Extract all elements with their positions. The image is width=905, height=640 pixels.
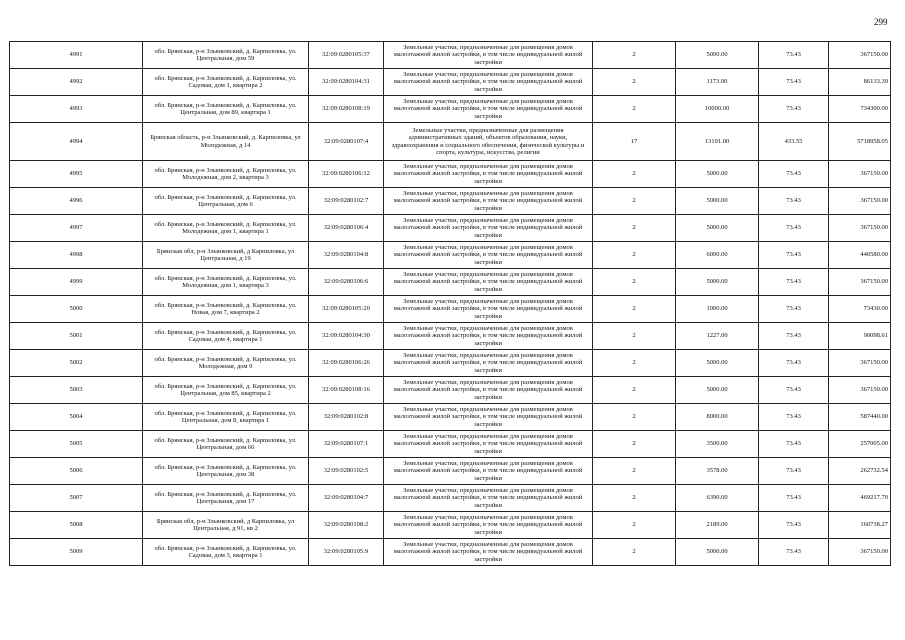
cadastral-value-cell: 367150.00: [829, 215, 891, 242]
group-code-cell: 17: [593, 123, 676, 161]
area-cell: 3500.00: [676, 431, 759, 458]
area-cell: 1173.00: [676, 69, 759, 96]
row-number-cell: 4992: [10, 69, 143, 96]
cadastral-value-cell: 86133.39: [829, 69, 891, 96]
address-cell: обл. Брянская, р-н Злынковский, д. Карпиловка, ул. Молодежная, дом 9: [143, 350, 309, 377]
table-row: [10, 539, 891, 566]
cadastral-number-cell: 32:09:0280108:16: [309, 377, 384, 404]
specific-value-cell: 433.55: [759, 123, 829, 161]
specific-value-cell: 73.43: [759, 215, 829, 242]
group-code-cell: 2: [593, 485, 676, 512]
cadastral-value-cell: 367150.00: [829, 161, 891, 188]
address-cell: обл. Брянская, р-н Злынковский, д. Карпиловка, ул. Центральная, дом 59: [143, 42, 309, 69]
cadastral-number-cell: 32:09:0280104:7: [309, 485, 384, 512]
cadastral-number-cell: 32:09:0280104:8: [309, 242, 384, 269]
area-cell: 10000.00: [676, 96, 759, 123]
row-number-cell: 4993: [10, 96, 143, 123]
row-number-cell: 5000: [10, 296, 143, 323]
cadastral-value-cell: 367150.00: [829, 269, 891, 296]
area-cell: 5000.00: [676, 215, 759, 242]
row-number-cell: 5004: [10, 404, 143, 431]
group-code-cell: 2: [593, 431, 676, 458]
group-code-cell: 2: [593, 69, 676, 96]
land-use-cell: Земельные участки, предназначенные для размещения домов малоэтажной жилой застройки, в том числе индивидуальной жилой застройки: [384, 431, 593, 458]
specific-value-cell: 73.43: [759, 42, 829, 69]
address-cell: обл. Брянская, р-н Злынковский, д. Карпиловка, ул. Центральная, дом 6: [143, 188, 309, 215]
cadastral-number-cell: 32:09:0280104:31: [309, 69, 384, 96]
table-row: [10, 323, 891, 350]
area-cell: 5000.00: [676, 539, 759, 566]
row-number-cell: 4998: [10, 242, 143, 269]
specific-value-cell: 73.43: [759, 485, 829, 512]
land-use-cell: Земельные участки, предназначенные для размещения домов малоэтажной жилой застройки, в том числе индивидуальной жилой застройки: [384, 485, 593, 512]
address-cell: обл. Брянская, р-н Злынковский, д. Карпиловка, ул. Молодежная, дом 1, квартира 3: [143, 269, 309, 296]
cadastral-number-cell: 32:09:0280106:12: [309, 161, 384, 188]
group-code-cell: 2: [593, 96, 676, 123]
table-row: [10, 269, 891, 296]
cadastral-value-cell: 440580.00: [829, 242, 891, 269]
cadastral-value-cell: 367150.00: [829, 350, 891, 377]
cadastral-value-cell: 367150.00: [829, 377, 891, 404]
cadastral-value-cell: 367150.00: [829, 42, 891, 69]
cadastral-number-cell: 32:09:0280106:4: [309, 215, 384, 242]
area-cell: 5000.00: [676, 269, 759, 296]
group-code-cell: 2: [593, 161, 676, 188]
cadastral-number-cell: 32:09:0280105:20: [309, 296, 384, 323]
group-code-cell: 2: [593, 512, 676, 539]
specific-value-cell: 73.43: [759, 350, 829, 377]
land-use-cell: Земельные участки, предназначенные для размещения домов малоэтажной жилой застройки, в том числе индивидуальной жилой застройки: [384, 269, 593, 296]
land-use-cell: Земельные участки, предназначенные для размещения домов малоэтажной жилой застройки, в том числе индивидуальной жилой застройки: [384, 323, 593, 350]
group-code-cell: 2: [593, 350, 676, 377]
land-use-cell: Земельные участки, предназначенные для размещения домов малоэтажной жилой застройки, в том числе индивидуальной жилой застройки: [384, 96, 593, 123]
row-number-cell: 5009: [10, 539, 143, 566]
land-use-cell: Земельные участки, предназначенные для размещения домов малоэтажной жилой застройки, в том числе индивидуальной жилой застройки: [384, 242, 593, 269]
row-number-cell: 5003: [10, 377, 143, 404]
cadastral-number-cell: 32:09:0280108:19: [309, 96, 384, 123]
address-cell: обл. Брянская, р-н Злынковский, д. Карпиловка, ул. Центральная, дом 38: [143, 458, 309, 485]
row-number-cell: 4994: [10, 123, 143, 161]
land-plots-table: [9, 41, 891, 566]
table-row: [10, 215, 891, 242]
area-cell: 6390.00: [676, 485, 759, 512]
specific-value-cell: 73.43: [759, 161, 829, 188]
group-code-cell: 2: [593, 242, 676, 269]
address-cell: обл. Брянская, р-н Злынковский, д. Карпиловка, ул. Садовая, дом 3, квартира 1: [143, 539, 309, 566]
cadastral-value-cell: 5718958.05: [829, 123, 891, 161]
specific-value-cell: 73.43: [759, 96, 829, 123]
cadastral-value-cell: 160738.27: [829, 512, 891, 539]
table-row: [10, 123, 891, 161]
area-cell: 2189.00: [676, 512, 759, 539]
table-row: [10, 512, 891, 539]
row-number-cell: 5007: [10, 485, 143, 512]
cadastral-value-cell: 367150.00: [829, 539, 891, 566]
table-row: [10, 161, 891, 188]
table-row: [10, 404, 891, 431]
row-number-cell: 5001: [10, 323, 143, 350]
address-cell: обл. Брянская, р-н Злынковский, д. Карпиловка, ул. Центральная, дом 17: [143, 485, 309, 512]
address-cell: Брянская обл, р-н Злынковский, д Карпиловка, ул Центральная, д 91, кв 2: [143, 512, 309, 539]
specific-value-cell: 73.43: [759, 458, 829, 485]
address-cell: обл. Брянская, р-н Злынковский, д. Карпиловка, ул. Молодежная, дом 1, квартира 1: [143, 215, 309, 242]
group-code-cell: 2: [593, 188, 676, 215]
cadastral-value-cell: 367150.00: [829, 188, 891, 215]
cadastral-number-cell: 32:09:0280102:8: [309, 404, 384, 431]
group-code-cell: 2: [593, 215, 676, 242]
address-cell: обл. Брянская, р-н Злынковский, д. Карпиловка, ул. Центральная, дом 85, квартира 2: [143, 377, 309, 404]
specific-value-cell: 73.43: [759, 512, 829, 539]
table-row: [10, 377, 891, 404]
cadastral-value-cell: 257005.00: [829, 431, 891, 458]
table-row: [10, 458, 891, 485]
page-number: 299: [874, 17, 888, 27]
cadastral-number-cell: 32:09:0280106:26: [309, 350, 384, 377]
specific-value-cell: 73.43: [759, 404, 829, 431]
group-code-cell: 2: [593, 458, 676, 485]
specific-value-cell: 73.43: [759, 296, 829, 323]
address-cell: обл. Брянская, р-н Злынковский, д. Карпиловка, ул. Садовая, дом 1, квартира 2: [143, 69, 309, 96]
area-cell: 8000.00: [676, 404, 759, 431]
cadastral-number-cell: 32:09:0280106:6: [309, 269, 384, 296]
address-cell: обл. Брянская, р-н Злынковский, д. Карпиловка, ул. Центральная, дом 89, квартира 1: [143, 96, 309, 123]
row-number-cell: 5008: [10, 512, 143, 539]
land-use-cell: Земельные участки, предназначенные для размещения домов малоэтажной жилой застройки, в том числе индивидуальной жилой застройки: [384, 161, 593, 188]
cadastral-number-cell: 32:09:0280107:1: [309, 431, 384, 458]
row-number-cell: 4999: [10, 269, 143, 296]
group-code-cell: 2: [593, 296, 676, 323]
cadastral-value-cell: 73430.00: [829, 296, 891, 323]
land-use-cell: Земельные участки, предназначенные для размещения домов малоэтажной жилой застройки, в том числе индивидуальной жилой застройки: [384, 404, 593, 431]
row-number-cell: 4991: [10, 42, 143, 69]
area-cell: 1227.00: [676, 323, 759, 350]
land-use-cell: Земельные участки, предназначенные для размещения домов малоэтажной жилой застройки, в том числе индивидуальной жилой застройки: [384, 350, 593, 377]
cadastral-number-cell: 32:09:0280104:30: [309, 323, 384, 350]
row-number-cell: 5002: [10, 350, 143, 377]
area-cell: 5000.00: [676, 188, 759, 215]
table-row: [10, 431, 891, 458]
specific-value-cell: 73.43: [759, 539, 829, 566]
address-cell: обл. Брянская, р-н Злынковский, д. Карпиловка, ул. Молодежная, дом 2, квартира 3: [143, 161, 309, 188]
land-use-cell: Земельные участки, предназначенные для размещения домов малоэтажной жилой застройки, в том числе индивидуальной жилой застройки: [384, 458, 593, 485]
area-cell: 6000.00: [676, 242, 759, 269]
table-row: [10, 188, 891, 215]
group-code-cell: 2: [593, 269, 676, 296]
area-cell: 13191.00: [676, 123, 759, 161]
group-code-cell: 2: [593, 404, 676, 431]
area-cell: 5000.00: [676, 42, 759, 69]
land-use-cell: Земельные участки, предназначенные для размещения домов малоэтажной жилой застройки, в том числе индивидуальной жилой застройки: [384, 42, 593, 69]
cadastral-number-cell: 32:09:0280107:4: [309, 123, 384, 161]
land-use-cell: Земельные участки, предназначенные для размещения домов малоэтажной жилой застройки, в том числе индивидуальной жилой застройки: [384, 69, 593, 96]
row-number-cell: 4995: [10, 161, 143, 188]
table-row: [10, 242, 891, 269]
cadastral-value-cell: 469217.70: [829, 485, 891, 512]
cadastral-number-cell: 32:09:0280102:7: [309, 188, 384, 215]
table-row: [10, 69, 891, 96]
address-cell: обл. Брянская, р-н Злынковский, д. Карпиловка, ул. Новая, дом 7, квартира 2: [143, 296, 309, 323]
specific-value-cell: 73.43: [759, 431, 829, 458]
table-row: [10, 42, 891, 69]
area-cell: 5000.00: [676, 161, 759, 188]
table-row: [10, 296, 891, 323]
group-code-cell: 2: [593, 539, 676, 566]
land-use-cell: Земельные участки, предназначенные для размещения административных зданий, объектов образования, науки, здравоохранения и социального обеспечения, физической культуры и спорта, культуры, искусства, религии: [384, 123, 593, 161]
area-cell: 5000.00: [676, 377, 759, 404]
table-row: [10, 350, 891, 377]
address-cell: Брянская область, р-н Злынковский, д. Карпиловка, ул Молодежная, д 14: [143, 123, 309, 161]
specific-value-cell: 73.43: [759, 69, 829, 96]
land-use-cell: Земельные участки, предназначенные для размещения домов малоэтажной жилой застройки, в том числе индивидуальной жилой застройки: [384, 512, 593, 539]
table-row: [10, 96, 891, 123]
row-number-cell: 4997: [10, 215, 143, 242]
group-code-cell: 2: [593, 42, 676, 69]
cadastral-number-cell: 32:09:0280105:37: [309, 42, 384, 69]
row-number-cell: 5006: [10, 458, 143, 485]
cadastral-value-cell: 262732.54: [829, 458, 891, 485]
specific-value-cell: 73.43: [759, 188, 829, 215]
specific-value-cell: 73.43: [759, 242, 829, 269]
land-use-cell: Земельные участки, предназначенные для размещения домов малоэтажной жилой застройки, в том числе индивидуальной жилой застройки: [384, 296, 593, 323]
address-cell: обл. Брянская, р-н Злынковский, д. Карпиловка, ул. Садовая, дом 4, квартира 1: [143, 323, 309, 350]
table-body: [10, 42, 891, 566]
row-number-cell: 4996: [10, 188, 143, 215]
group-code-cell: 2: [593, 323, 676, 350]
address-cell: Брянская обл, р-н Злынковский, д Карпиловка, ул Центральная, д 19: [143, 242, 309, 269]
land-use-cell: Земельные участки, предназначенные для размещения домов малоэтажной жилой застройки, в том числе индивидуальной жилой застройки: [384, 188, 593, 215]
land-use-cell: Земельные участки, предназначенные для размещения домов малоэтажной жилой застройки, в том числе индивидуальной жилой застройки: [384, 539, 593, 566]
address-cell: обл. Брянская, р-н Злынковский, д. Карпиловка, ул. Центральная, дом 66: [143, 431, 309, 458]
specific-value-cell: 73.43: [759, 323, 829, 350]
area-cell: 3578.00: [676, 458, 759, 485]
cadastral-number-cell: 32:09:0280102:5: [309, 458, 384, 485]
area-cell: 5000.00: [676, 350, 759, 377]
land-use-cell: Земельные участки, предназначенные для размещения домов малоэтажной жилой застройки, в том числе индивидуальной жилой застройки: [384, 377, 593, 404]
land-use-cell: Земельные участки, предназначенные для размещения домов малоэтажной жилой застройки, в том числе индивидуальной жилой застройки: [384, 215, 593, 242]
group-code-cell: 2: [593, 377, 676, 404]
cadastral-number-cell: 32:09:0280105:9: [309, 539, 384, 566]
specific-value-cell: 73.43: [759, 377, 829, 404]
cadastral-value-cell: 734300.00: [829, 96, 891, 123]
row-number-cell: 5005: [10, 431, 143, 458]
cadastral-number-cell: 32:09:0280108:2: [309, 512, 384, 539]
address-cell: обл. Брянская, р-н Злынковский, д. Карпиловка, ул. Центральная, дом 8, квартира 1: [143, 404, 309, 431]
cadastral-value-cell: 587440.00: [829, 404, 891, 431]
specific-value-cell: 73.43: [759, 269, 829, 296]
area-cell: 1000.00: [676, 296, 759, 323]
table-row: [10, 485, 891, 512]
cadastral-value-cell: 90098.61: [829, 323, 891, 350]
